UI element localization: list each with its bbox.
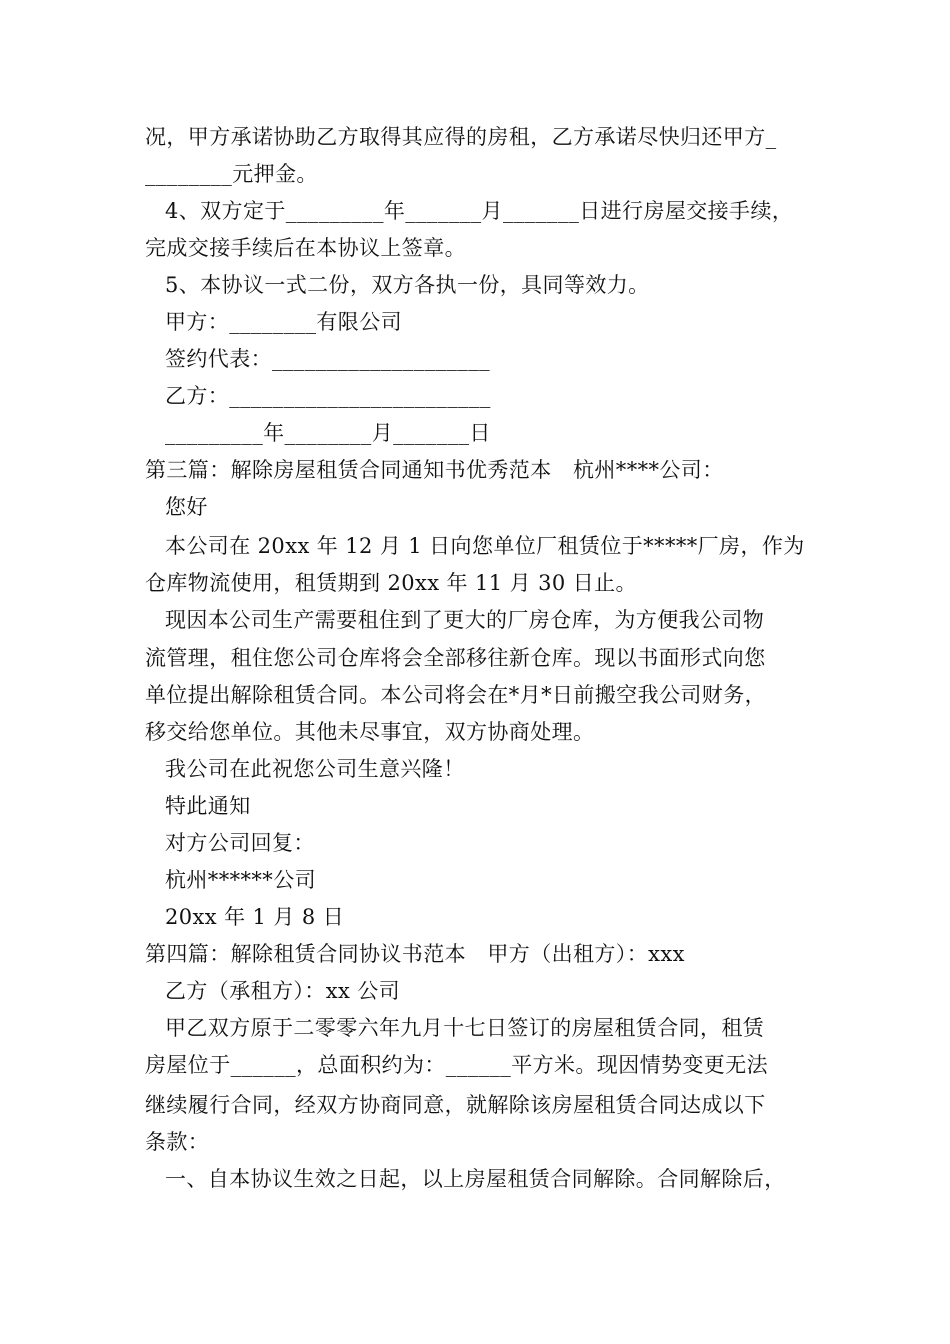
section-heading: 第三篇：解除房屋租赁合同通知书优秀范本 杭州****公司： <box>145 458 724 482</box>
paragraph-line: 况，甲方承诺协助乙方取得其应得的房租，乙方承诺尽快归还甲方_ <box>145 125 777 149</box>
paragraph-line: 4、双方定于_________年_______月_______日进行房屋交接手续， <box>165 199 794 223</box>
paragraph-line: 房屋位于______，总面积约为：______平方米。现因情势变更无法 <box>145 1053 768 1077</box>
paragraph-line: 特此通知 <box>165 794 251 818</box>
paragraph-line: 我公司在此祝您公司生意兴隆！ <box>165 757 465 781</box>
party-b-line: 乙方（承租方）：xx 公司 <box>165 979 401 1003</box>
paragraph-line: 移交给您单位。其他未尽事宜，双方协商处理。 <box>145 720 595 744</box>
party-b-line: 乙方：________________________ <box>165 384 491 408</box>
paragraph-line: 甲乙双方原于二零零六年九月十七日签订的房屋租赁合同，租赁 <box>165 1016 765 1040</box>
date-line: 20xx 年 1 月 8 日 <box>165 905 345 929</box>
greeting-line: 您好 <box>165 495 208 519</box>
paragraph-line: 5、本协议一式二份，双方各执一份，具同等效力。 <box>165 273 650 297</box>
section-heading: 第四篇：解除租赁合同协议书范本 甲方（出租方）：xxx <box>145 942 685 966</box>
paragraph-line: 继续履行合同，经双方协商同意，就解除该房屋租赁合同达成以下 <box>145 1093 766 1117</box>
paragraph-line: 仓库物流使用，租赁期到 20xx 年 11 月 30 日止。 <box>145 571 637 595</box>
paragraph-line: 现因本公司生产需要租住到了更大的厂房仓库，为方便我公司物 <box>165 608 765 632</box>
paragraph-line: 对方公司回复： <box>165 831 315 855</box>
paragraph-line: 本公司在 20xx 年 12 月 1 日向您单位厂租赁位于*****厂房，作为 <box>165 534 805 558</box>
paragraph-line: 单位提出解除租赁合同。本公司将会在*月*日前搬空我公司财务， <box>145 683 766 707</box>
paragraph-line: 一、自本协议生效之日起，以上房屋租赁合同解除。合同解除后， <box>165 1167 786 1191</box>
paragraph-line: 流管理，租住您公司仓库将会全部移往新仓库。现以书面形式向您 <box>145 646 766 670</box>
date-line: _________年________月_______日 <box>165 421 491 445</box>
company-line: 杭州******公司 <box>165 868 316 892</box>
paragraph-line: 完成交接手续后在本协议上签章。 <box>145 236 466 260</box>
paragraph-line: 条款： <box>145 1130 210 1154</box>
paragraph-line: ________元押金。 <box>145 162 318 186</box>
party-a-line: 甲方：________有限公司 <box>165 310 402 334</box>
signatory-line: 签约代表：____________________ <box>165 347 490 371</box>
